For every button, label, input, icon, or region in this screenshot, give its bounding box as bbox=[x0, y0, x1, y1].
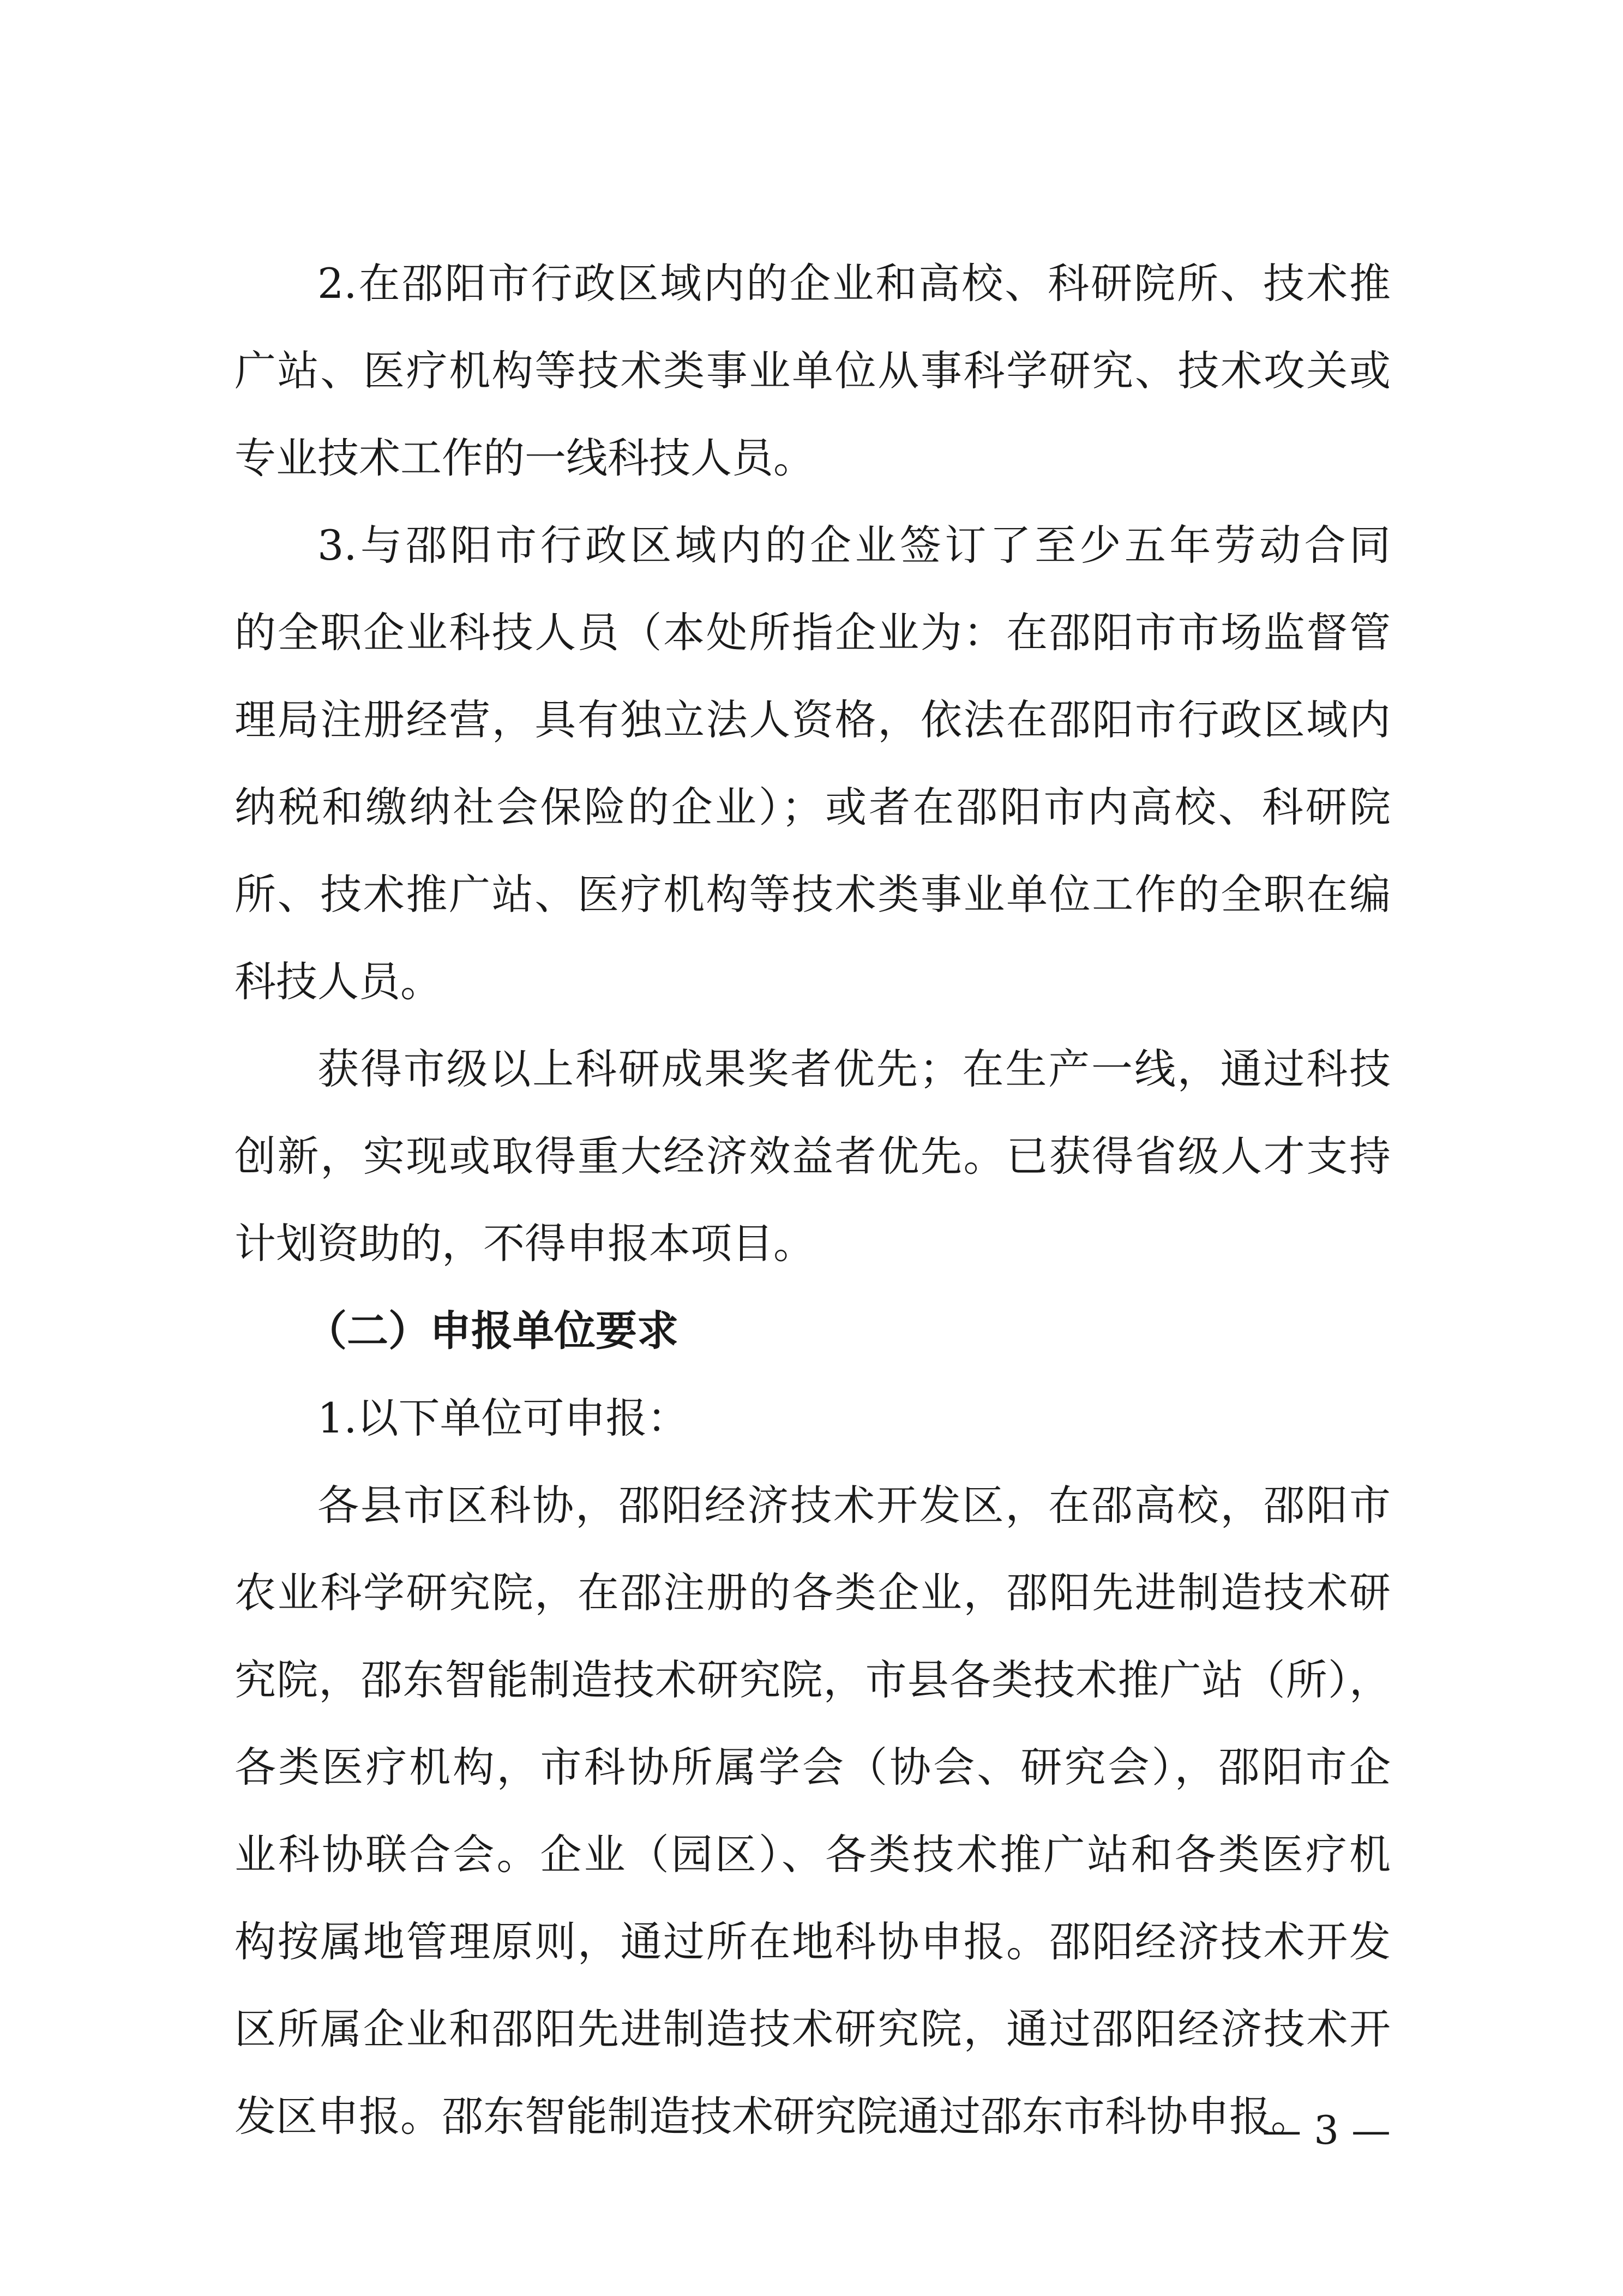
paragraph-line: 区所属企业和邵阳先进制造技术研究院，通过邵阳经济技术开 bbox=[235, 2005, 1391, 2053]
paragraph-line: 专业技术工作的一线科技人员。 bbox=[235, 434, 815, 482]
paragraph-line: 1.以下单位可申报： bbox=[317, 1394, 689, 1442]
paragraph-line: 的全职企业科技人员（本处所指企业为：在邵阳市市场监督管 bbox=[235, 608, 1391, 657]
section-heading: （二）申报单位要求 bbox=[305, 1306, 678, 1355]
paragraph-line: 各县市区科协，邵阳经济技术开发区，在邵高校，邵阳市 bbox=[317, 1481, 1391, 1530]
paragraph-line: 广站、医疗机构等技术类事业单位从事科学研究、技术攻关或 bbox=[235, 346, 1391, 395]
paragraph-line: 计划资助的，不得申报本项目。 bbox=[235, 1219, 815, 1268]
paragraph-line: 理局注册经营，具有独立法人资格，依法在邵阳市行政区域内 bbox=[235, 696, 1391, 744]
paragraph-line: 纳税和缴纳社会保险的企业）；或者在邵阳市内高校、科研院 bbox=[235, 783, 1391, 831]
paragraph-line: 发区申报。邵东智能制造技术研究院通过邵东市科协申报。 bbox=[235, 2092, 1312, 2141]
paragraph-line: 农业科学研究院，在邵注册的各类企业，邵阳先进制造技术研 bbox=[235, 1568, 1391, 1617]
paragraph-line: 构按属地管理原则，通过所在地科协申报。邵阳经济技术开发 bbox=[235, 1917, 1391, 1966]
paragraph-line: 科技人员。 bbox=[235, 957, 442, 1006]
paragraph-line: 业科协联合会。企业（园区）、各类技术推广站和各类医疗机 bbox=[235, 1830, 1391, 1879]
paragraph-line: 究院，邵东智能制造技术研究院，市县各类技术推广站（所）， bbox=[235, 1656, 1391, 1704]
paragraph-line: 各类医疗机构，市科协所属学会（协会、研究会），邵阳市企 bbox=[235, 1743, 1391, 1791]
paragraph-line: 创新，实现或取得重大经济效益者优先。已获得省级人才支持 bbox=[235, 1132, 1391, 1180]
paragraph-line: 所、技术推广站、医疗机构等技术类事业单位工作的全职在编 bbox=[235, 870, 1391, 919]
page-number: — 3 — bbox=[1262, 2107, 1391, 2153]
paragraph-line: 获得市级以上科研成果奖者优先；在生产一线，通过科技 bbox=[317, 1045, 1391, 1093]
paragraph-line: 3.与邵阳市行政区域内的企业签订了至少五年劳动合同 bbox=[317, 521, 1391, 569]
paragraph-line: 2.在邵阳市行政区域内的企业和高校、科研院所、技术推 bbox=[317, 259, 1391, 308]
